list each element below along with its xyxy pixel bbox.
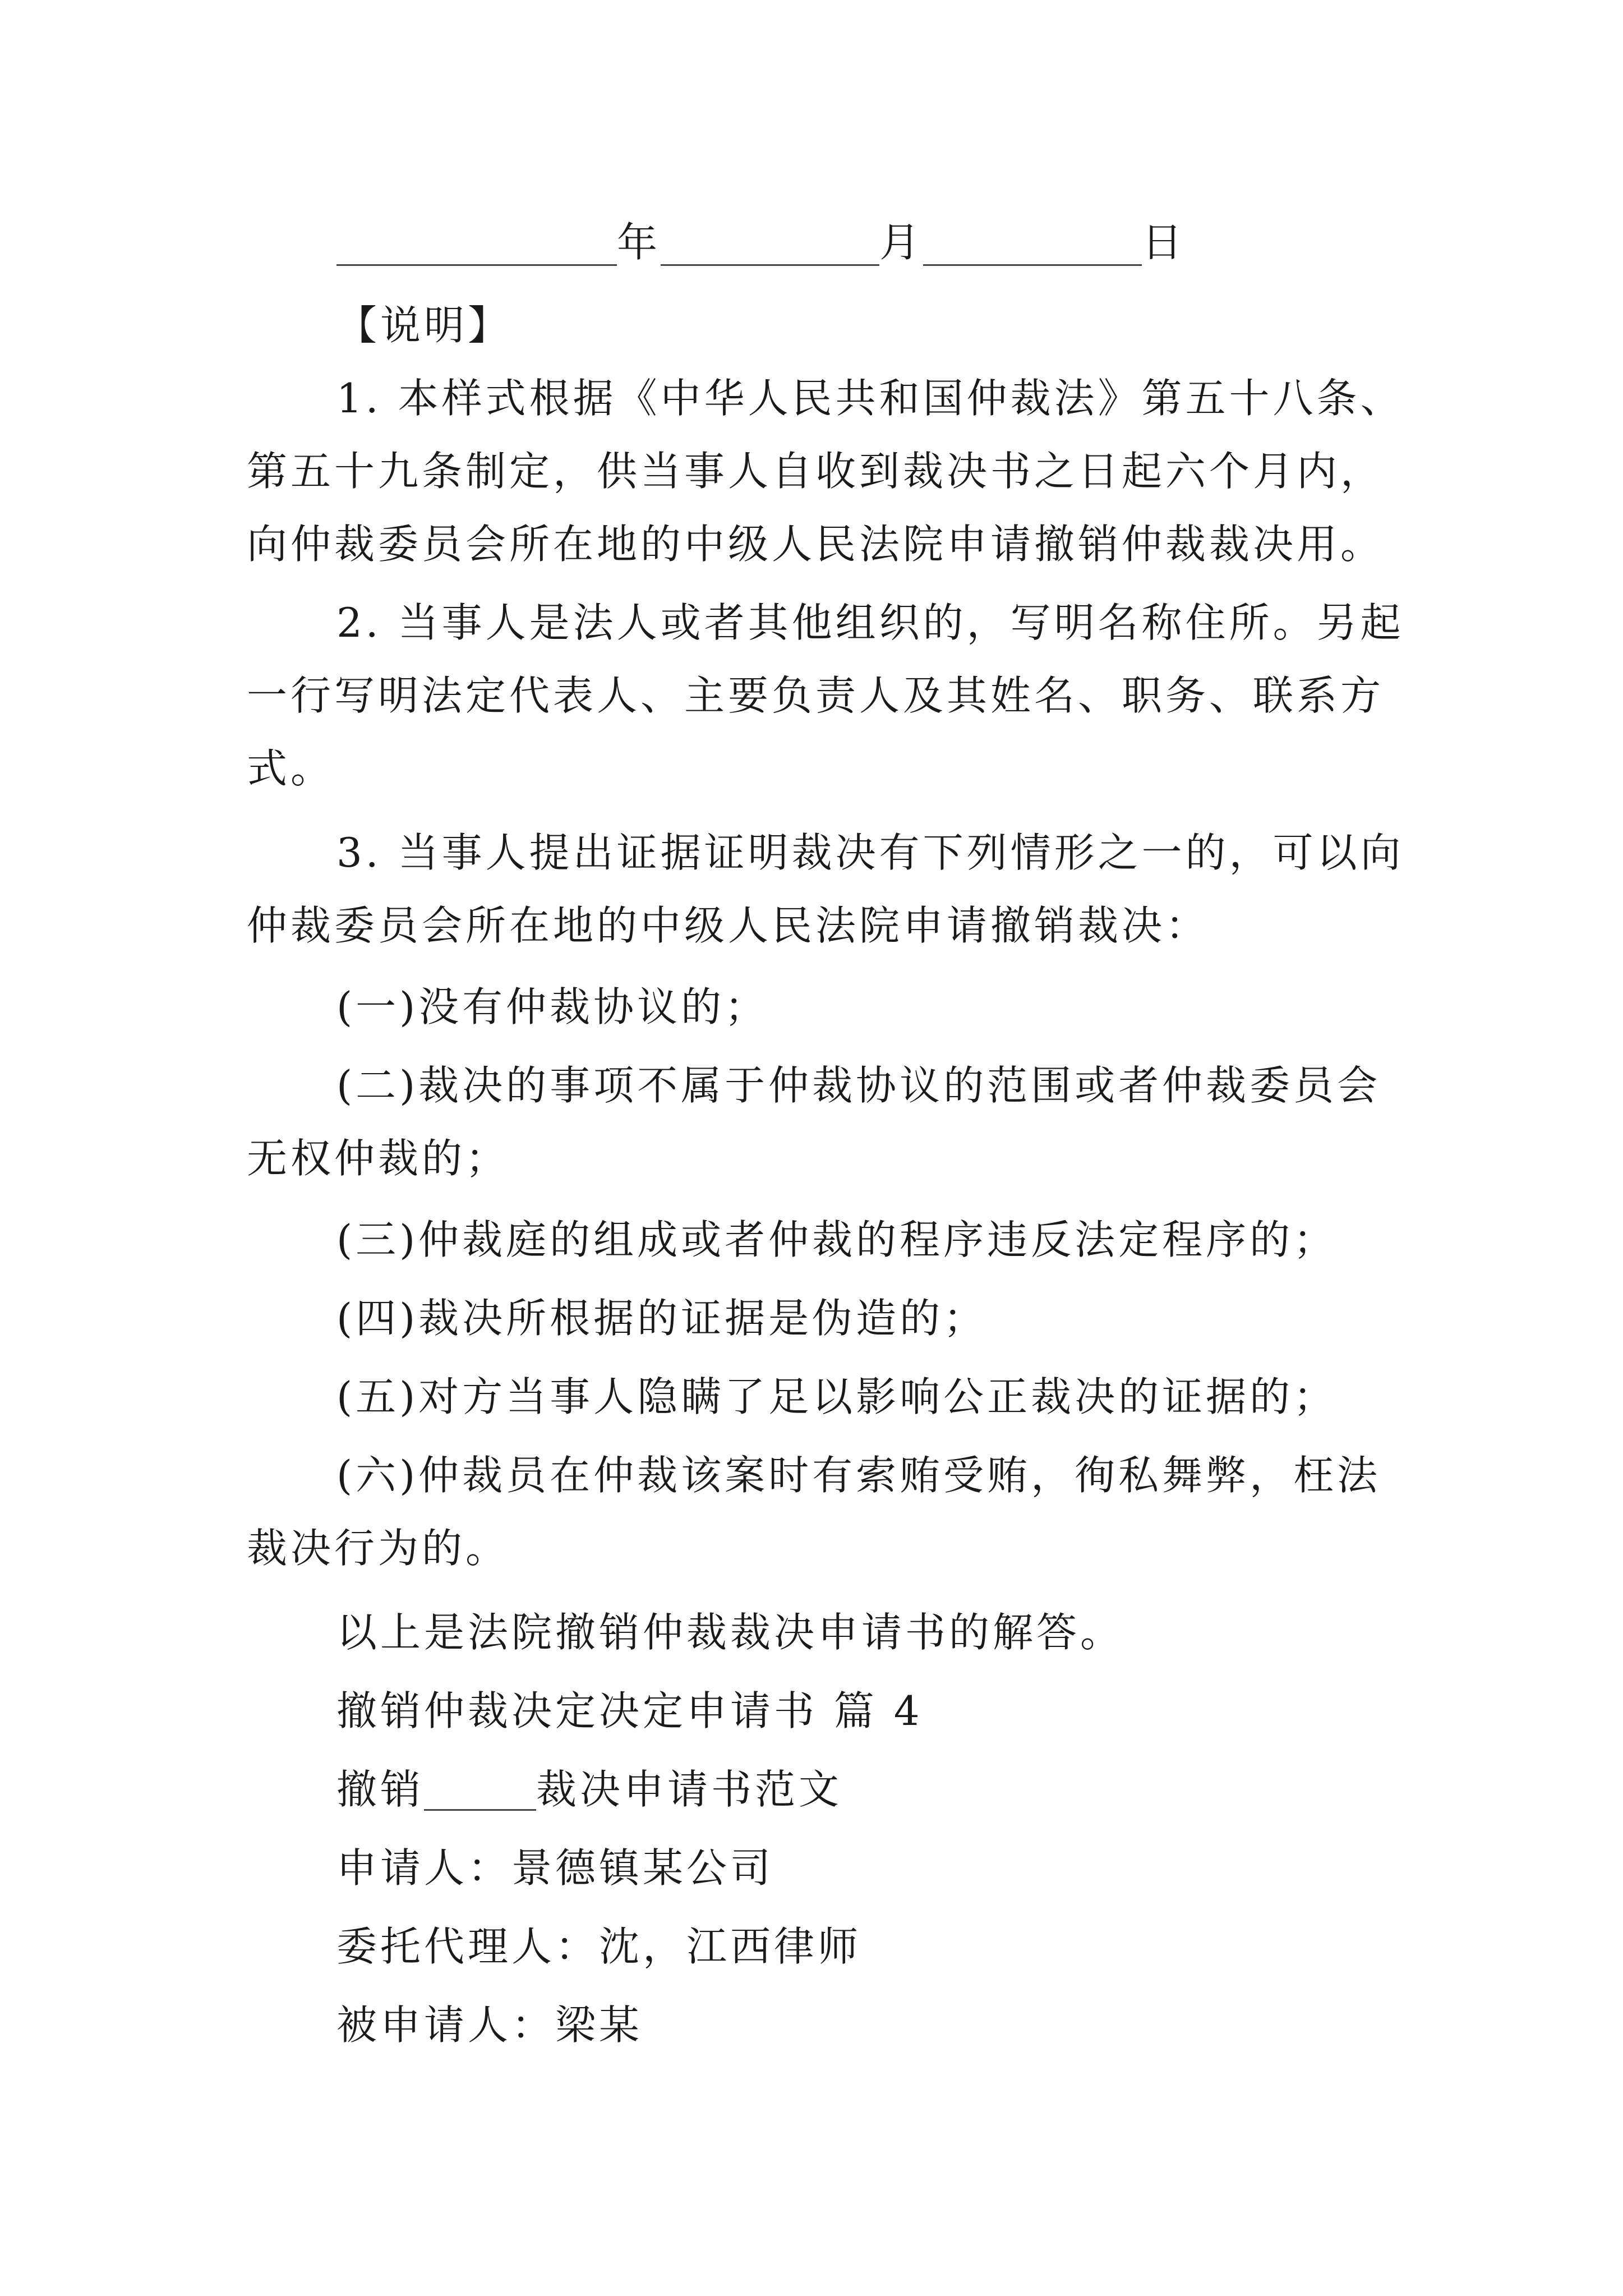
note-item-1-line-3: 向仲裁委员会所在地的中级人民法院申请撤销仲裁裁决用。 (247, 521, 1385, 568)
case-3: (三)仲裁庭的组成或者仲裁的程序违反法定程序的； (336, 1216, 1338, 1263)
note-heading: 【说明】 (336, 302, 512, 349)
day-label: 日 (1142, 219, 1186, 266)
year-label: 年 (617, 219, 661, 266)
respondent: 被申请人：梁某 (336, 2001, 643, 2049)
case-2-line-2: 无权仲裁的； (247, 1135, 510, 1182)
sample-title-prefix: 撤销 (336, 1766, 425, 1813)
note-item-2-line-3: 式。 (247, 745, 335, 792)
month-blank (661, 220, 879, 266)
case-6-line-1: (六)仲裁员在仲裁该案时有索贿受贿，徇私舞弊，枉法 (336, 1452, 1381, 1499)
note-item-2-line-1: 2. 当事人是法人或者其他组织的，写明名称住所。另起 (336, 599, 1404, 646)
note-item-2-line-2: 一行写明法定代表人、主要负责人及其姓名、职务、联系方 (247, 672, 1385, 719)
sample-title-suffix: 裁决申请书范文 (536, 1766, 843, 1813)
day-blank (923, 220, 1142, 266)
note-item-3-line-1: 3. 当事人提出证据证明裁决有下列情形之一的，可以向 (336, 829, 1404, 876)
note-item-1-line-2: 第五十九条制定，供当事人自收到裁决书之日起六个月内， (247, 448, 1385, 495)
case-2-line-1: (二)裁决的事项不属于仲裁协议的范围或者仲裁委员会 (336, 1062, 1381, 1109)
section-title: 撤销仲裁决定决定申请书 篇 4 (336, 1687, 923, 1734)
note-item-1-line-1: 1. 本样式根据《中华人民共和国仲裁法》第五十八条、 (336, 375, 1404, 422)
month-label: 月 (879, 219, 924, 266)
case-6-line-2: 裁决行为的。 (247, 1525, 510, 1572)
sample-title-blank (424, 1770, 536, 1811)
summary-text: 以上是法院撤销仲裁裁决申请书的解答。 (336, 1609, 1124, 1656)
case-5: (五)对方当事人隐瞒了足以影响公正裁决的证据的； (336, 1373, 1338, 1420)
year-blank (336, 220, 617, 266)
applicant: 申请人：景德镇某公司 (336, 1844, 774, 1892)
agent: 委托代理人：沈，江西律师 (336, 1923, 862, 1970)
case-1: (一)没有仲裁协议的； (336, 983, 769, 1030)
note-item-3-line-2: 仲裁委员会所在地的中级人民法院申请撤销裁决： (247, 902, 1210, 949)
date-line (336, 214, 1186, 270)
sample-title (336, 1761, 842, 1818)
case-4: (四)裁决所根据的证据是伪造的； (336, 1295, 988, 1342)
